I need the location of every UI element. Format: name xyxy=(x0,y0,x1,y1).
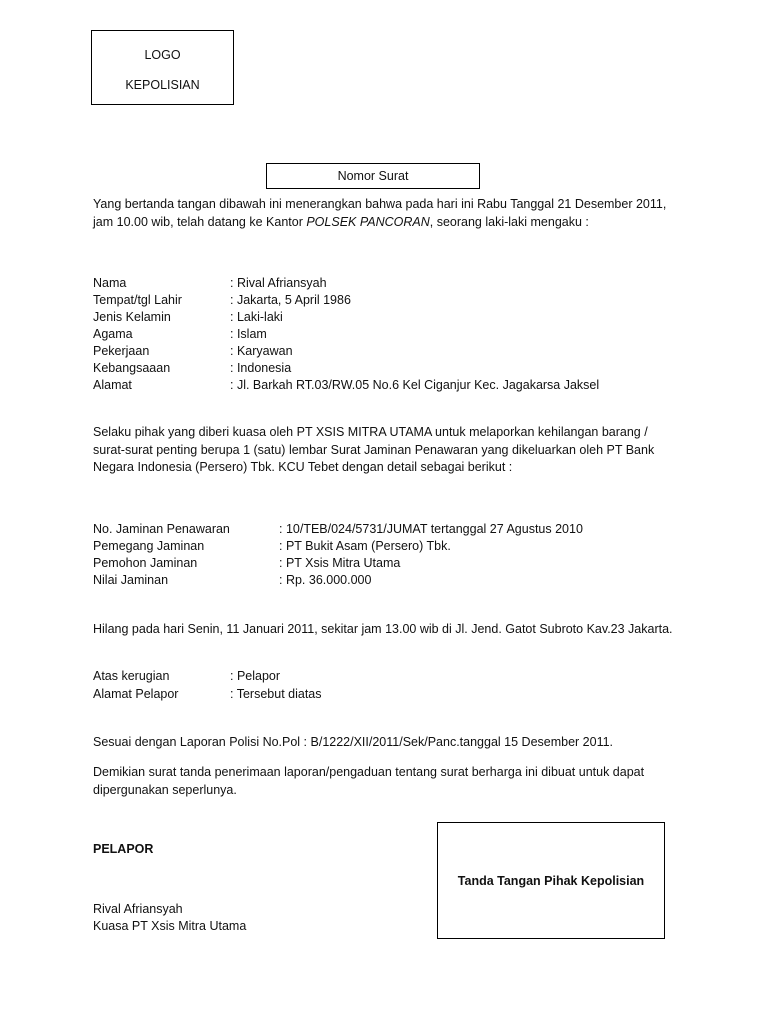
identity-row: Pekerjaan : Karyawan xyxy=(93,344,293,358)
identity-row: Agama : Islam xyxy=(93,327,267,341)
intro-before: Yang bertanda tangan dibawah ini menerangkan bahwa pada hari ini Rabu Tanggal 21 Desember 2011, jam 10.00 wib, telah datang ke Kantor xyxy=(93,197,667,229)
identity-row: Kebangsaaan : Indonesia xyxy=(93,361,292,375)
kerugian-row: Alamat Pelapor : Tersebut diatas xyxy=(93,687,322,701)
pelapor-title: Kuasa PT Xsis Mitra Utama xyxy=(93,919,247,933)
identity-row: Alamat : Jl. Barkah RT.03/RW.05 No.6 Kel Ciganjur Kec. Jagakarsa Jaksel xyxy=(93,378,600,392)
kerugian-row: Atas kerugian : Pelapor xyxy=(93,669,281,683)
identity-row: Jenis Kelamin : Laki-laki xyxy=(93,310,283,324)
intro-place: POLSEK PANCORAN xyxy=(306,214,430,229)
jaminan-row: Pemegang Jaminan : PT Bukit Asam (Persero) Tbk. xyxy=(93,539,451,553)
intro-after: , seorang laki-laki mengaku : xyxy=(429,214,589,229)
jaminan-row: No. Jaminan Penawaran : 10/TEB/024/5731/JUMAT tertanggal 27 Agustus 2010 xyxy=(93,522,583,536)
police-signature-box xyxy=(437,822,665,939)
identity-row: Tempat/tgl Lahir : Jakarta, 5 April 1986 xyxy=(93,293,351,307)
identity-row: Nama : Rival Afriansyah xyxy=(93,276,327,290)
logo-line-1: LOGO xyxy=(144,48,181,62)
laporan-polisi-line: Sesuai dengan Laporan Polisi No.Pol : B/1222/XII/2011/Sek/Panc.tanggal 15 Desember 2011. xyxy=(93,735,614,749)
nomor-surat-box: Nomor Surat xyxy=(266,163,480,189)
police-signature-label: Tanda Tangan Pihak Kepolisian xyxy=(457,874,645,888)
logo-placeholder xyxy=(91,30,234,105)
pelapor-name: Rival Afriansyah xyxy=(93,902,183,916)
kuasa-paragraph: Selaku pihak yang diberi kuasa oleh PT XSIS MITRA UTAMA untuk melaporkan kehilangan barang / surat-surat penting berupa 1 (satu) lembar Surat Jaminan Penawaran yang dikeluarkan oleh PT Bank Negara Indonesia (Persero) Tbk. KCU Tebet dengan detail sebagai berikut : xyxy=(93,425,655,474)
intro-paragraph xyxy=(93,196,683,231)
hilang-paragraph: Hilang pada hari Senin, 11 Januari 2011, sekitar jam 13.00 wib di Jl. Jend. Gatot Subroto Kav.23 Jakarta. xyxy=(93,622,673,636)
jaminan-row: Pemohon Jaminan : PT Xsis Mitra Utama xyxy=(93,556,401,570)
logo-line-2: KEPOLISIAN xyxy=(125,78,200,92)
demikian-paragraph: Demikian surat tanda penerimaan laporan/pengaduan tentang surat berharga ini dibuat untuk dapat dipergunakan seperlunya. xyxy=(93,765,645,797)
jaminan-row: Nilai Jaminan : Rp. 36.000.000 xyxy=(93,573,372,587)
pelapor-heading: PELAPOR xyxy=(93,842,154,856)
